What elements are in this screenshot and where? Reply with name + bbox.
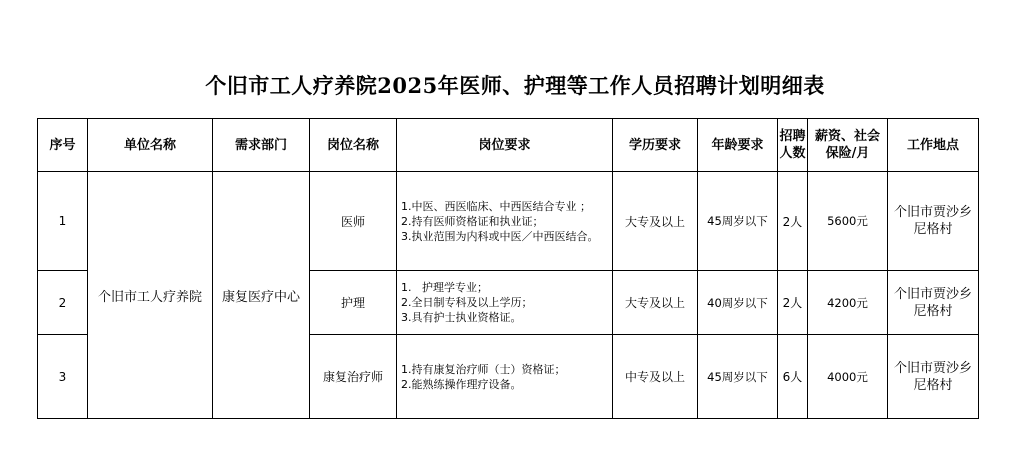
req-line: 2.能熟练操作理疗设备。: [401, 377, 522, 391]
header-num-line1: 招聘: [779, 129, 806, 144]
cell-salary: 4200元: [808, 271, 888, 335]
cell-num: 6人: [778, 335, 808, 419]
table-row: [38, 172, 979, 271]
req-line: 1.中医、西医临床、中西医结合专业 ；: [401, 199, 591, 213]
cell-loc: [888, 271, 979, 335]
req-line: 1. 护理学专业；: [401, 281, 488, 294]
cell-edu: 中专及以上: [613, 335, 698, 419]
cell-req: [397, 271, 613, 335]
cell-post: 康复治疗师: [310, 335, 397, 419]
cell-salary: 5600元: [808, 172, 888, 271]
header-dept: 需求部门: [213, 119, 310, 172]
cell-unit: 个旧市工人疗养院: [88, 172, 213, 419]
cell-req: [397, 335, 613, 419]
cell-seq: 3: [38, 335, 88, 419]
loc-line1: 个旧市贾沙乡: [893, 205, 972, 220]
req-line: 3.执业范围为内科或中医／中西医结合。: [401, 229, 599, 243]
header-num: [778, 119, 808, 172]
header-seq: 序号: [38, 119, 88, 172]
header-loc: 工作地点: [888, 119, 979, 172]
cell-req: [397, 172, 613, 271]
loc-line2: 尼格村: [913, 222, 953, 237]
table-header-row: [38, 119, 979, 172]
recruitment-table: [37, 118, 979, 419]
cell-edu: 大专及以上: [613, 172, 698, 271]
header-salary-line2: 保险/月: [825, 146, 870, 161]
header-salary: [808, 119, 888, 172]
cell-post: 医师: [310, 172, 397, 271]
loc-line1: 个旧市贾沙乡: [893, 286, 972, 302]
cell-dept: 康复医疗中心: [213, 172, 310, 419]
cell-edu: 大专及以上: [613, 271, 698, 335]
req-line: 2.全日制专科及以上学历；: [401, 296, 533, 309]
loc-line2: 尼格村: [913, 303, 953, 319]
loc-line2: 尼格村: [913, 377, 953, 393]
cell-post: 护理: [310, 271, 397, 335]
cell-age: 40周岁以下: [698, 271, 778, 335]
header-post: 岗位名称: [310, 119, 397, 172]
header-salary-line1: 薪资、社会: [814, 129, 880, 144]
loc-line1: 个旧市贾沙乡: [893, 360, 972, 376]
cell-age: 45周岁以下: [698, 335, 778, 419]
req-line: 1.持有康复治疗师（士）资格证；: [401, 362, 566, 376]
cell-loc: [888, 335, 979, 419]
req-line: 2.持有医师资格证和执业证；: [401, 214, 544, 228]
header-age: 年龄要求: [698, 119, 778, 172]
header-unit: 单位名称: [88, 119, 213, 172]
header-req: 岗位要求: [397, 119, 613, 172]
cell-seq: 1: [38, 172, 88, 271]
cell-age: 45周岁以下: [698, 172, 778, 271]
cell-seq: 2: [38, 271, 88, 335]
header-num-line2: 人数: [779, 146, 806, 161]
document-title: 个旧市工人疗养院2025年医师、护理等工作人员招聘计划明细表: [205, 73, 825, 98]
cell-num: 2人: [778, 271, 808, 335]
cell-num: 2人: [778, 172, 808, 271]
cell-loc: [888, 172, 979, 271]
cell-salary: 4000元: [808, 335, 888, 419]
header-edu: 学历要求: [613, 119, 698, 172]
req-line: 3.具有护士执业资格证。: [401, 311, 522, 324]
